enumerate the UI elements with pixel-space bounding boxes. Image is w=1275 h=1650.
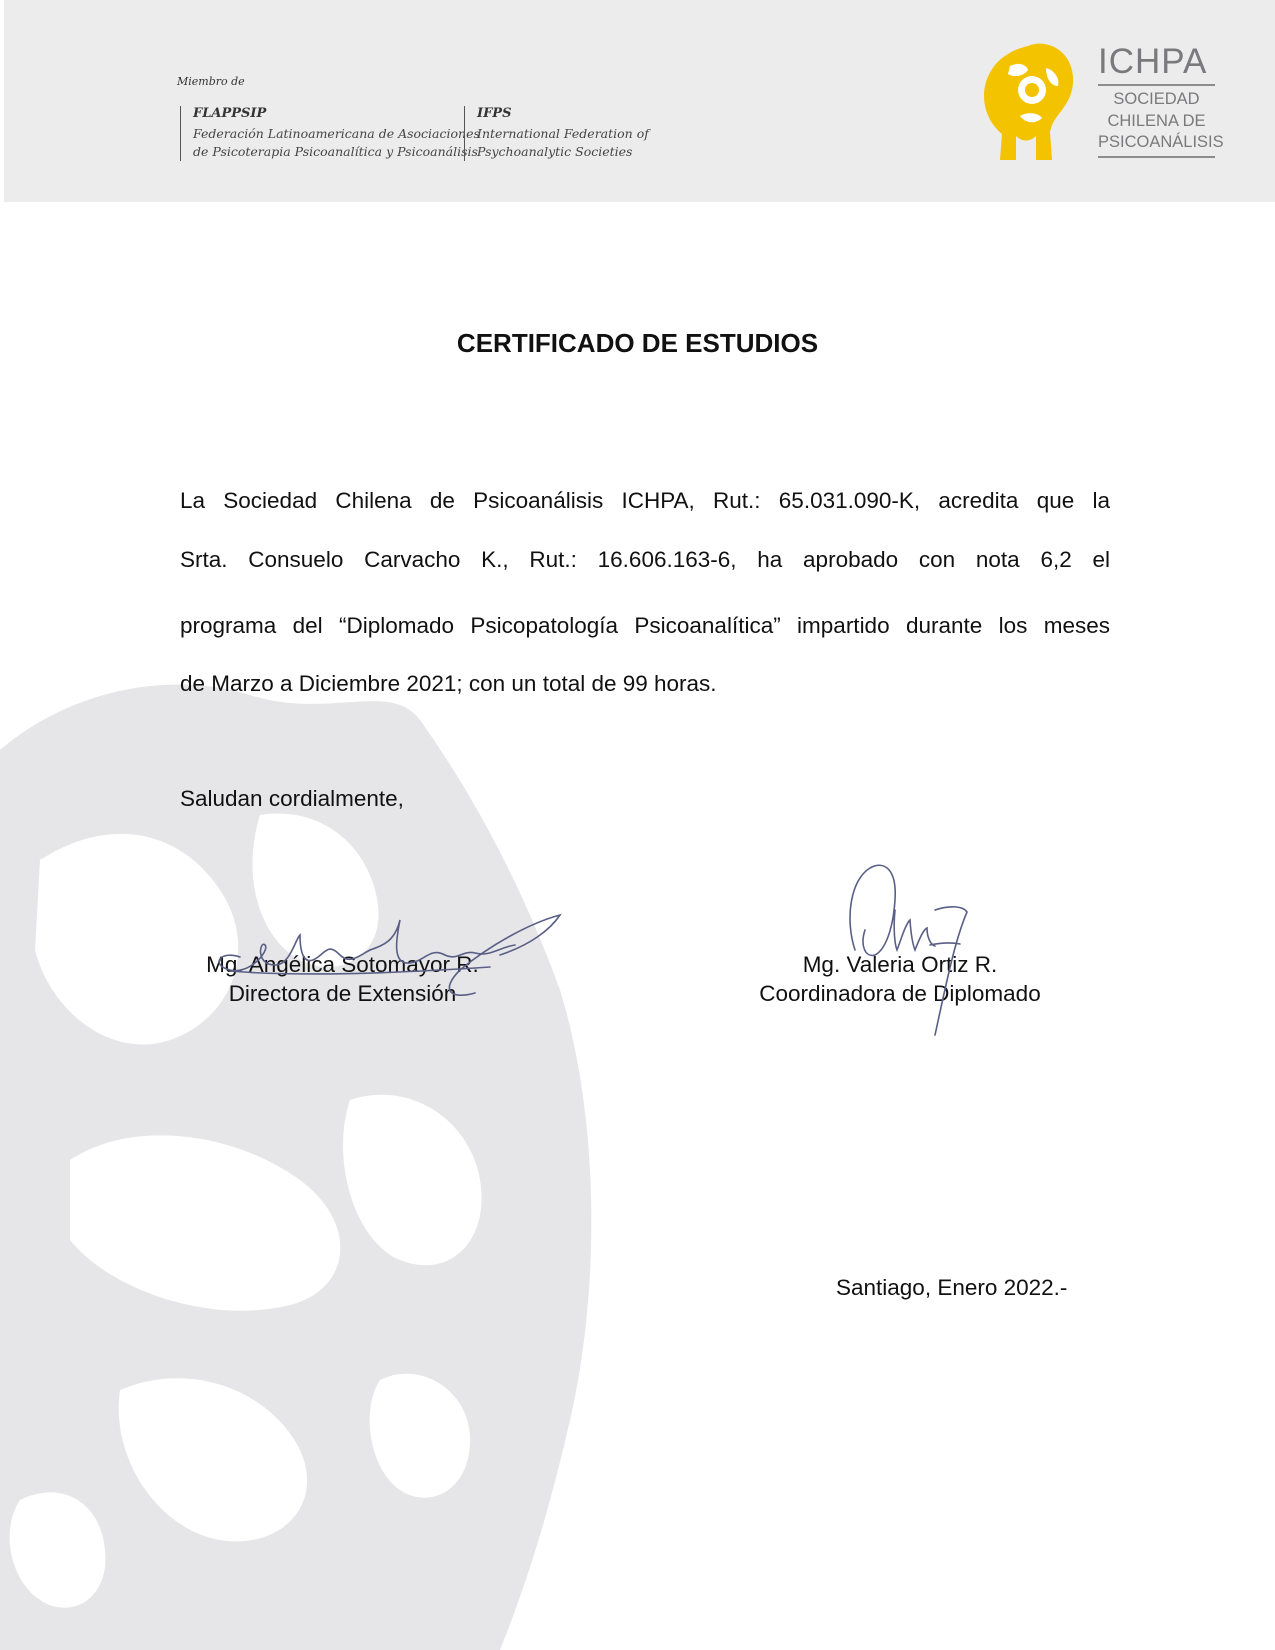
closing-salutation: Saludan cordialmente, (180, 786, 404, 811)
federation-line: Federación Latinoamericana de Asociaciones (193, 126, 480, 141)
federation-line: Psychoanalytic Societies (477, 144, 633, 159)
signatory-name: Mg. Angélica Sotomayor R. (206, 952, 479, 977)
ichpa-name: ICHPA (1098, 42, 1208, 81)
signatory-role: Directora de Extensión (228, 981, 457, 1006)
member-of-label: Miembro de (177, 75, 245, 88)
ichpa-subtitle-line: CHILENA DE (1107, 111, 1206, 130)
signatory-role: Coordinadora de Diplomado (759, 981, 1041, 1006)
signatory-name: Mg. Valeria Ortiz R. (802, 952, 998, 977)
place-date: Santiago, Enero 2022.- (836, 1275, 1068, 1300)
certificate-body-line: Srta. Consuelo Carvacho K., Rut.: 16.606.163-6, ha aprobado con nota 6,2 el (180, 547, 1110, 572)
ichpa-subtitle-line: PSICOANÁLISIS (1098, 133, 1224, 151)
federation-name: IFPS (477, 106, 512, 121)
certificate-body-line: de Marzo a Diciembre 2021; con un total de 99 horas. (180, 671, 717, 696)
certificate-body-line: La Sociedad Chilena de Psicoanálisis ICHPA, Rut.: 65.031.090-K, acredita que la (180, 488, 1110, 513)
ichpa-subtitle-line: SOCIEDAD (1113, 90, 1200, 108)
certificate-body-line: programa del “Diplomado Psicopatología Psicoanalítica” impartido durante los meses (180, 613, 1110, 638)
certificate-title: CERTIFICADO DE ESTUDIOS (456, 328, 819, 358)
signature-left (200, 895, 570, 1005)
signature-right (835, 850, 995, 1050)
federation-name: FLAPPSIP (193, 106, 267, 121)
federation-line: International Federation of (477, 126, 649, 141)
federation-line: de Psicoterapia Psicoanalítica y Psicoanálisis (193, 144, 478, 159)
